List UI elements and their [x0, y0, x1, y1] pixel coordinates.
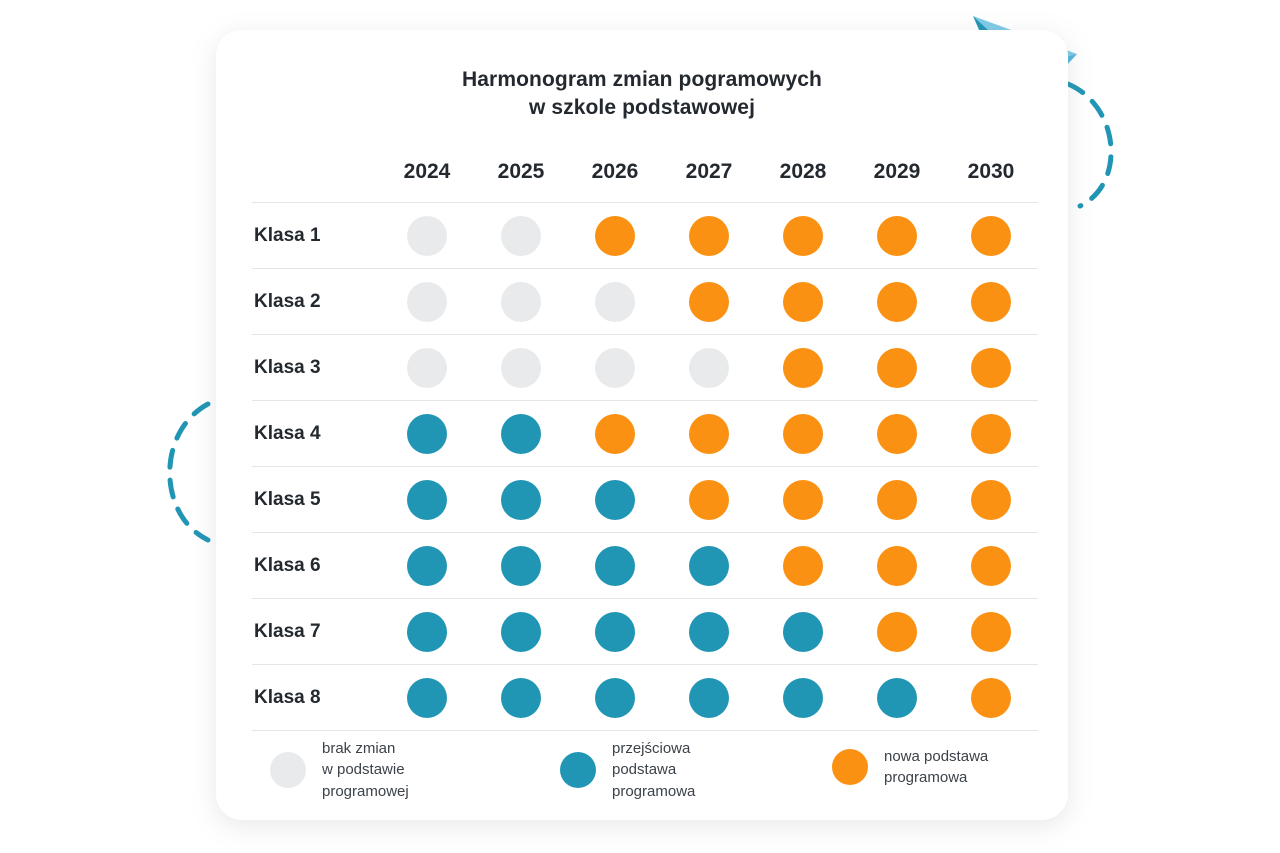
matrix-cell-r4-2030 — [944, 401, 1038, 467]
table-row — [252, 665, 1038, 731]
matrix-cell-r8-2028 — [756, 665, 850, 731]
chart-card — [216, 30, 1068, 820]
table-row — [252, 269, 1038, 335]
column-header-2024: 2024 — [403, 160, 451, 183]
status-dot-new-icon — [783, 546, 823, 586]
status-dot-new-icon — [877, 480, 917, 520]
matrix-cell-r6-2026 — [568, 533, 662, 599]
status-dot-new-icon — [971, 678, 1011, 718]
status-dot-none-icon — [689, 348, 729, 388]
status-dot-new-icon — [971, 282, 1011, 322]
row-label-7: Klasa 7 — [252, 599, 380, 665]
column-header-2028: 2028 — [779, 160, 827, 183]
status-dot-new-icon — [689, 216, 729, 256]
table-row — [252, 203, 1038, 269]
matrix-cell-r4-2026 — [568, 401, 662, 467]
matrix-cell-r3-2025 — [474, 335, 568, 401]
matrix-cell-r1-2030 — [944, 203, 1038, 269]
matrix-cell-r3-2030 — [944, 335, 1038, 401]
matrix-cell-r6-2029 — [850, 533, 944, 599]
matrix-cell-r2-2027 — [662, 269, 756, 335]
column-header-2030: 2030 — [967, 160, 1015, 183]
matrix-cell-r3-2027 — [662, 335, 756, 401]
status-dot-none-icon — [501, 348, 541, 388]
legend-swatch-new-icon — [832, 749, 868, 785]
matrix-cell-r7-2030 — [944, 599, 1038, 665]
matrix-cell-r6-2028 — [756, 533, 850, 599]
status-dot-new-icon — [877, 348, 917, 388]
status-dot-new-icon — [877, 414, 917, 454]
legend-label-none: brak zmian w podstawie programowej — [322, 740, 409, 800]
matrix-cell-r7-2026 — [568, 599, 662, 665]
matrix-cell-r4-2025 — [474, 401, 568, 467]
matrix-cell-r1-2025 — [474, 203, 568, 269]
status-dot-trans-icon — [595, 546, 635, 586]
status-dot-new-icon — [689, 480, 729, 520]
matrix-cell-r7-2028 — [756, 599, 850, 665]
status-dot-trans-icon — [501, 612, 541, 652]
matrix-body — [252, 203, 1038, 731]
matrix-cell-r4-2029 — [850, 401, 944, 467]
matrix-cell-r2-2028 — [756, 269, 850, 335]
matrix-cell-r5-2027 — [662, 467, 756, 533]
matrix-cell-r5-2024 — [380, 467, 474, 533]
status-dot-trans-icon — [783, 612, 823, 652]
status-dot-new-icon — [971, 480, 1011, 520]
status-dot-trans-icon — [689, 546, 729, 586]
matrix-cell-r6-2027 — [662, 533, 756, 599]
row-label-4: Klasa 4 — [252, 401, 380, 467]
legend-item-none — [270, 738, 409, 802]
matrix-cell-r3-2028 — [756, 335, 850, 401]
matrix-cell-r5-2026 — [568, 467, 662, 533]
row-label-1: Klasa 1 — [252, 203, 380, 269]
matrix-cell-r7-2025 — [474, 599, 568, 665]
matrix-cell-r8-2026 — [568, 665, 662, 731]
matrix-cell-r3-2029 — [850, 335, 944, 401]
matrix-header-row — [252, 160, 1038, 203]
status-dot-trans-icon — [501, 414, 541, 454]
status-dot-trans-icon — [595, 480, 635, 520]
column-header-2026: 2026 — [591, 160, 639, 183]
status-dot-new-icon — [877, 612, 917, 652]
matrix-cell-r4-2027 — [662, 401, 756, 467]
row-label-6: Klasa 6 — [252, 533, 380, 599]
matrix-cell-r5-2030 — [944, 467, 1038, 533]
legend-item-transitional — [560, 738, 695, 802]
status-dot-new-icon — [783, 216, 823, 256]
status-dot-new-icon — [877, 216, 917, 256]
matrix-corner — [252, 160, 380, 203]
column-header-2029: 2029 — [873, 160, 921, 183]
status-dot-none-icon — [595, 282, 635, 322]
matrix-cell-r3-2024 — [380, 335, 474, 401]
status-dot-none-icon — [407, 348, 447, 388]
matrix-cell-r2-2029 — [850, 269, 944, 335]
matrix-cell-r1-2024 — [380, 203, 474, 269]
matrix-cell-r1-2029 — [850, 203, 944, 269]
matrix-cell-r8-2027 — [662, 665, 756, 731]
table-row — [252, 533, 1038, 599]
status-dot-new-icon — [689, 282, 729, 322]
matrix-cell-r8-2029 — [850, 665, 944, 731]
status-dot-trans-icon — [407, 612, 447, 652]
status-dot-trans-icon — [407, 546, 447, 586]
status-dot-new-icon — [971, 612, 1011, 652]
column-header-2027: 2027 — [685, 160, 733, 183]
status-dot-new-icon — [971, 348, 1011, 388]
status-dot-new-icon — [971, 414, 1011, 454]
matrix-cell-r4-2028 — [756, 401, 850, 467]
legend-item-new — [832, 746, 988, 789]
matrix-cell-r2-2024 — [380, 269, 474, 335]
status-dot-new-icon — [783, 414, 823, 454]
schedule-matrix — [252, 160, 1038, 731]
matrix-cell-r8-2030 — [944, 665, 1038, 731]
status-dot-new-icon — [877, 282, 917, 322]
status-dot-none-icon — [595, 348, 635, 388]
matrix-cell-r5-2028 — [756, 467, 850, 533]
status-dot-trans-icon — [407, 480, 447, 520]
status-dot-new-icon — [783, 282, 823, 322]
table-row — [252, 467, 1038, 533]
matrix-cell-r7-2024 — [380, 599, 474, 665]
matrix-cell-r1-2027 — [662, 203, 756, 269]
matrix-cell-r1-2028 — [756, 203, 850, 269]
matrix-cell-r2-2026 — [568, 269, 662, 335]
matrix-cell-r4-2024 — [380, 401, 474, 467]
table-row — [252, 335, 1038, 401]
status-dot-trans-icon — [501, 678, 541, 718]
title-line-1: Harmonogram zmian pogramowych — [462, 68, 822, 91]
table-row — [252, 599, 1038, 665]
matrix-cell-r6-2030 — [944, 533, 1038, 599]
matrix-cell-r2-2030 — [944, 269, 1038, 335]
status-dot-none-icon — [501, 282, 541, 322]
legend-swatch-transitional-icon — [560, 752, 596, 788]
status-dot-none-icon — [501, 216, 541, 256]
matrix-cell-r2-2025 — [474, 269, 568, 335]
status-dot-trans-icon — [689, 678, 729, 718]
row-label-8: Klasa 8 — [252, 665, 380, 731]
status-dot-new-icon — [783, 480, 823, 520]
status-dot-trans-icon — [407, 678, 447, 718]
status-dot-new-icon — [783, 348, 823, 388]
matrix-cell-r3-2026 — [568, 335, 662, 401]
status-dot-new-icon — [689, 414, 729, 454]
status-dot-none-icon — [407, 216, 447, 256]
status-dot-trans-icon — [407, 414, 447, 454]
matrix-cell-r8-2024 — [380, 665, 474, 731]
matrix-cell-r5-2025 — [474, 467, 568, 533]
legend-label-transitional: przejściowa podstawa programowa — [612, 740, 696, 800]
chart-legend — [252, 730, 1036, 810]
status-dot-new-icon — [595, 216, 635, 256]
matrix-cell-r1-2026 — [568, 203, 662, 269]
page-title — [216, 66, 1068, 123]
title-line-2: w szkole podstawowej — [528, 96, 756, 120]
status-dot-trans-icon — [595, 612, 635, 652]
status-dot-new-icon — [971, 546, 1011, 586]
status-dot-trans-icon — [595, 678, 635, 718]
matrix-cell-r6-2025 — [474, 533, 568, 599]
matrix-cell-r8-2025 — [474, 665, 568, 731]
status-dot-trans-icon — [689, 612, 729, 652]
matrix-cell-r7-2027 — [662, 599, 756, 665]
status-dot-trans-icon — [501, 546, 541, 586]
row-label-5: Klasa 5 — [252, 467, 380, 533]
matrix-cell-r5-2029 — [850, 467, 944, 533]
column-header-2025: 2025 — [497, 160, 545, 183]
matrix-container — [252, 160, 1036, 731]
legend-swatch-none-icon — [270, 752, 306, 788]
status-dot-new-icon — [877, 546, 917, 586]
status-dot-trans-icon — [877, 678, 917, 718]
row-label-2: Klasa 2 — [252, 269, 380, 335]
matrix-cell-r7-2029 — [850, 599, 944, 665]
matrix-cell-r6-2024 — [380, 533, 474, 599]
status-dot-new-icon — [971, 216, 1011, 256]
legend-label-new: nowa podstawa programowa — [884, 748, 989, 787]
table-row — [252, 401, 1038, 467]
status-dot-trans-icon — [501, 480, 541, 520]
status-dot-new-icon — [595, 414, 635, 454]
row-label-3: Klasa 3 — [252, 335, 380, 401]
status-dot-trans-icon — [783, 678, 823, 718]
status-dot-none-icon — [407, 282, 447, 322]
